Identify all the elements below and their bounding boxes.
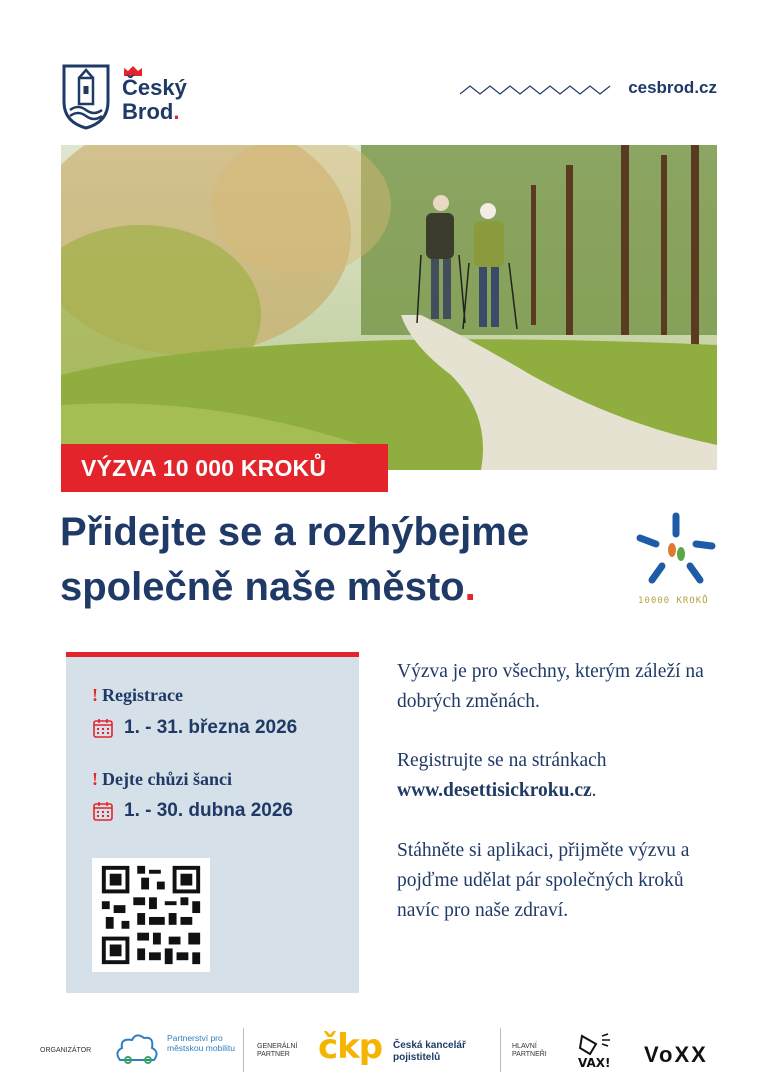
- info-box: [66, 652, 359, 993]
- footer-divider: [500, 1028, 501, 1072]
- mobility-partnership-icon: [114, 1030, 164, 1068]
- registration-link[interactable]: www.desettisickroku.cz: [397, 780, 592, 801]
- ckp-name: Česká kancelář pojistitelů: [393, 1040, 466, 1063]
- calendar-icon: [92, 717, 114, 739]
- registration-dates-text: 1. - 31. března 2026: [124, 717, 298, 738]
- general-partner-label: GENERÁLNÍ PARTNER: [257, 1043, 298, 1058]
- ckp-logo: čkp: [318, 1027, 383, 1067]
- main-partners-label: HLAVNÍ PARTNEŘI: [512, 1043, 547, 1058]
- walk-label: Dejte chůzi šanci: [102, 769, 232, 789]
- organizer-label: ORGANIZÁTOR: [40, 1047, 92, 1054]
- logo-line2: Brod: [122, 99, 174, 124]
- exclamation-mark: !: [92, 685, 98, 705]
- exclamation-mark: !: [92, 769, 98, 789]
- register-end: .: [591, 780, 597, 801]
- headline-dot: .: [464, 565, 476, 609]
- shield-icon: [62, 64, 110, 130]
- logo-wordmark: [122, 76, 187, 124]
- headline: [60, 505, 620, 615]
- footer-divider: [243, 1028, 244, 1072]
- organizer-name: Partnerství pro městskou mobilitu: [167, 1033, 236, 1053]
- website-link[interactable]: cesbrod.cz: [628, 78, 717, 97]
- wave-decoration-icon: [460, 82, 615, 98]
- vax-logo-text: VAX!: [578, 1056, 611, 1070]
- qr-code-icon: [92, 858, 210, 972]
- logo-dot: .: [173, 99, 180, 124]
- headline-line1: Přidejte se a rozhýbejme: [60, 510, 530, 554]
- paragraph-app: Stáhněte si aplikaci, přijměte výzvu a pojďme udělat pár společných kroků navíc pro naše zdraví.: [397, 840, 690, 921]
- walk-dates-text: 1. - 30. dubna 2026: [124, 800, 293, 821]
- vax-logo: [574, 1032, 616, 1073]
- registration-label: Registrace: [102, 685, 183, 705]
- logo-line1: Český: [122, 75, 187, 100]
- register-text: Registrujte se na stránkach: [397, 750, 607, 771]
- steps-logo-caption: 10000 KROKŮ: [638, 596, 709, 606]
- footprints-star-icon: [632, 508, 722, 594]
- walk-dates: [92, 800, 293, 822]
- city-logo: [62, 62, 222, 132]
- calendar-icon: [92, 800, 114, 822]
- registration-title: [92, 685, 183, 706]
- paragraph-register: [397, 746, 727, 806]
- voxx-logo: VoXX: [644, 1042, 708, 1067]
- headline-line2: společně naše město: [60, 565, 465, 609]
- qr-code[interactable]: [92, 858, 210, 972]
- hero-photo: [61, 145, 717, 470]
- challenge-badge: VÝZVA 10 000 KROKŮ: [61, 444, 388, 492]
- paragraph-everyone: Výzva je pro všechny, kterým záleží na dobrých změnách.: [397, 661, 704, 712]
- registration-dates: [92, 717, 297, 739]
- walk-title: [92, 769, 232, 790]
- steps-logo: [632, 508, 722, 608]
